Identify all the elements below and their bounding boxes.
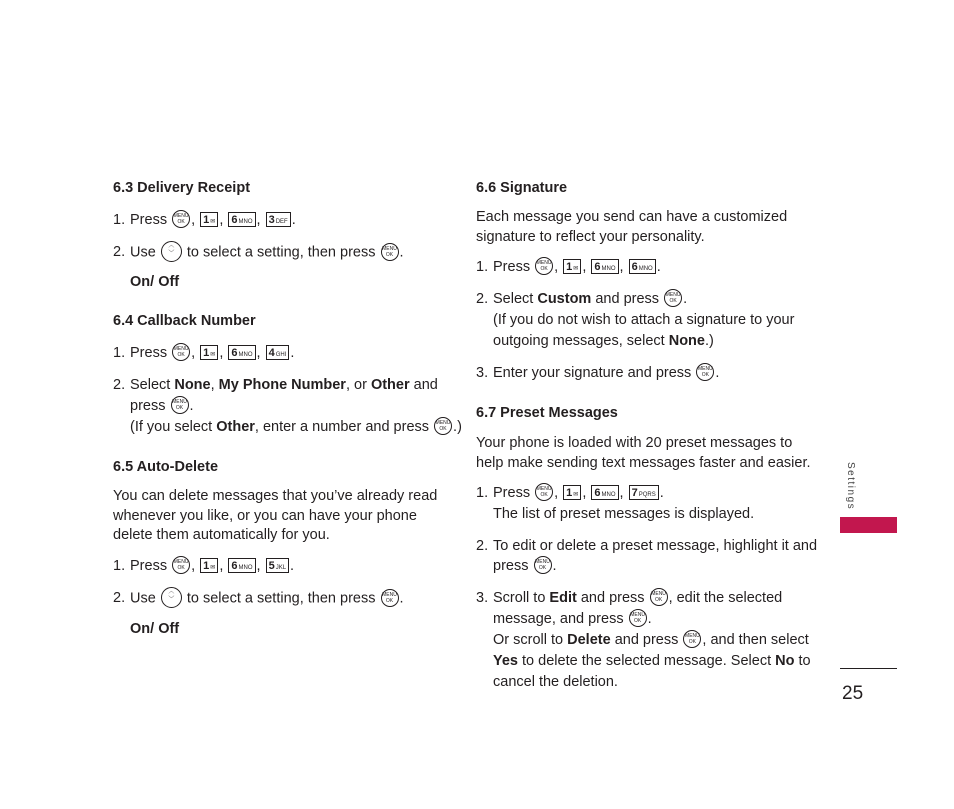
nav-key-icon: ︿ ﹀ [161,241,182,262]
key-6-icon: 6MNO [591,259,618,274]
key-7-icon: 7PQRS [629,485,659,500]
page-rule [840,668,897,669]
step-6-5-2: 2. Use ︿ ﹀ to select a setting, then press MENU OK . [113,589,404,607]
ok-key-icon: MENU OK [535,483,553,501]
note-6-4: (If you select Other, enter a number and press MENU OK .) [130,419,462,435]
step-6-7-3-line3: Or scroll to Delete and press MENU OK , and then select [493,632,809,648]
key-6-icon: 6MNO [228,212,255,227]
step-6-7-2: 2. To edit or delete a preset message, highlight it and [476,538,818,554]
key-5-icon: 5JKL [266,558,289,573]
step-6-3-1: 1. Press MENU OK , 1✉ , 6MNO , 3DEF . [113,212,296,228]
ok-key-icon: MENU OK [172,556,190,574]
step-6-6-1: 1. Press MENU OK , 1✉ , 6MNO , 6MNO . [476,259,661,275]
step-6-4-1: 1. Press MENU OK , 1✉ , 6MNO , 4GHI . [113,345,295,361]
ok-key-icon: MENU OK [534,556,552,574]
heading-6-3: 6.3 Delivery Receipt [113,180,251,196]
paragraph-6-7: Your phone is loaded with 20 preset messages to help make sending text messages faster and easier. [476,435,811,471]
step-6-7-3: 3. Scroll to Edit and press MENU OK , edit the selected [476,590,783,606]
step-6-7-3-line2: message, and press MENU OK . [493,611,652,627]
ok-key-icon: MENU OK [629,609,647,627]
note-6-6: (If you do not wish to attach a signature to your outgoing messages, select None.) [493,312,795,349]
heading-6-6: 6.6 Signature [476,180,568,196]
ok-key-icon: MENU OK [172,343,190,361]
key-1-icon: 1✉ [563,259,581,274]
step-6-4-2-cont: press MENU OK . [130,398,194,414]
key-3-icon: 3DEF [266,212,291,227]
ok-key-icon: MENU OK [535,257,553,275]
step-6-6-3: 3. Enter your signature and press MENU OK . [476,365,720,381]
ok-key-icon: MENU OK [696,363,714,381]
step-6-7-3-line5: cancel the deletion. [493,674,618,690]
section-tab [840,517,897,533]
ok-key-icon: MENU OK [171,396,189,414]
heading-6-5: 6.5 Auto-Delete [113,459,219,475]
step-6-6-2: 2. Select Custom and press MENU OK . [476,291,688,307]
key-1-icon: 1✉ [200,345,218,360]
ok-key-icon: MENU OK [172,210,190,228]
ok-key-icon: MENU OK [683,630,701,648]
key-4-icon: 4GHI [266,345,290,360]
ok-key-icon: MENU OK [381,243,399,261]
step-6-7-2-cont: press MENU OK . [493,558,557,574]
step-6-3-2: 2. Use ︿ ﹀ to select a setting, then press MENU OK . [113,243,404,261]
key-6-icon: 6MNO [591,485,618,500]
step-6-7-3-line4: Yes to delete the selected message. Select No to [493,653,811,669]
key-1-icon: 1✉ [200,212,218,227]
paragraph-6-6: Each message you send can have a customized signature to reflect your personality. [476,209,788,245]
step-6-5-1: 1. Press MENU OK , 1✉ , 6MNO , 5JKL . [113,558,295,574]
paragraph-6-5: You can delete messages that you’ve already read whenever you like, or you can have your phone delete them automatically for you. [113,488,438,543]
ok-key-icon: MENU OK [650,588,668,606]
page-number: 25 [842,683,864,704]
ok-key-icon: MENU OK [381,589,399,607]
step-6-7-1: 1. Press MENU OK , 1✉ , 6MNO , 7PQRS . [476,485,664,501]
key-1-icon: 1✉ [563,485,581,500]
heading-6-7: 6.7 Preset Messages [476,405,618,421]
key-6-icon: 6MNO [629,259,656,274]
key-1-icon: 1✉ [200,558,218,573]
step-6-7-1-note: The list of preset messages is displayed. [493,506,755,522]
key-6-icon: 6MNO [228,345,255,360]
step-6-4-2: 2. Select None, My Phone Number, or Other and [113,377,438,393]
heading-6-4: 6.4 Callback Number [113,313,256,329]
key-6-icon: 6MNO [228,558,255,573]
ok-key-icon: MENU OK [434,417,452,435]
ok-key-icon: MENU OK [664,289,682,307]
nav-key-icon: ︿ ﹀ [161,587,182,608]
option-6-3: On/ Off [130,274,180,290]
option-6-5: On/ Off [130,621,180,637]
section-label: Settings [845,462,856,511]
